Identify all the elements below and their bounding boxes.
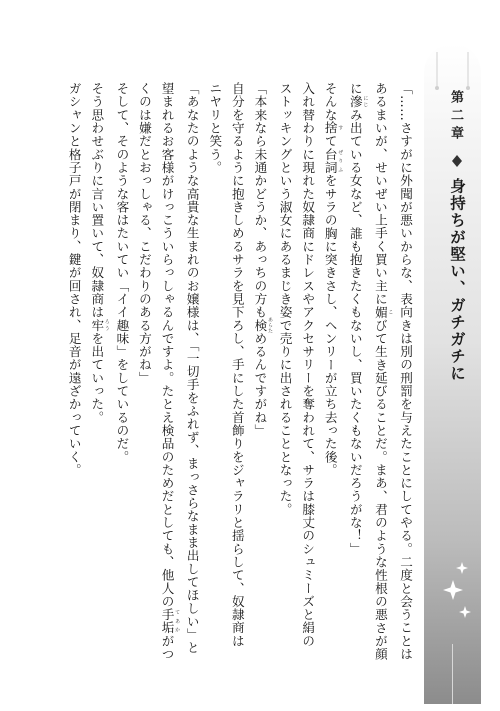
ruby-base: 検 (252, 316, 268, 334)
ruby-base: 捨 (322, 121, 338, 135)
ruby-base: 滲 (347, 95, 363, 109)
text-line (180, 82, 203, 655)
ruby-reading: にじ (362, 95, 369, 109)
ruby-reading: す (337, 121, 344, 135)
text-segment: み出ている女など、誰も抱きたくもないし、買いたくもないだろうがな！」 (347, 108, 363, 556)
text-segment: ガシャンと格子戸が閉まり、鍵が回され、足音が遠ざかっていく。 (66, 82, 82, 477)
ruby-reading: ろう (103, 318, 110, 332)
text-line (318, 82, 343, 642)
body-text (66, 82, 416, 661)
ruby-word (89, 318, 110, 332)
ruby-base: 台詞 (322, 147, 338, 175)
ruby-base: 牢 (89, 318, 105, 332)
text-segment: 「あなたのような高貴な生まれのお嬢様は、「一切手をふれず、まっさらなまま出してほしい」と (184, 82, 200, 655)
text-segment: 望まれるお客様がけっこういらっしゃるんですよ。たとえ検品のためだとしても、他人の (159, 82, 175, 608)
text-line (132, 82, 155, 642)
ruby-word (347, 95, 369, 109)
text-segment: 自分を守るように抱きしめるサラを見下ろし、手にした首飾りをジャラリと揺らして、奴隷商は (229, 82, 245, 648)
text-segment: をサラの胸に突きさし、ヘンリーが立ち去った後。 (322, 174, 338, 477)
ruby-word (252, 316, 273, 334)
text-line (393, 82, 416, 661)
text-line (203, 82, 226, 642)
text-segment: がつ (159, 634, 175, 661)
text-segment: そして、そのような客はたいてい「イイ趣味」をしているのだ。 (114, 82, 130, 464)
text-line (248, 82, 273, 642)
text-segment: に (347, 82, 363, 96)
text-segment: を出ていった。 (89, 331, 105, 424)
ruby-reading: てあか (174, 608, 181, 635)
ruby-base: 媚 (372, 305, 388, 319)
text-segment: びて生き延びることだ。まあ、君のような性根の悪さが顔 (372, 318, 388, 661)
text-segment: そんな (322, 82, 338, 122)
diamond-icon (452, 155, 462, 167)
ruby-base: 手垢 (159, 608, 175, 635)
ruby-word (372, 305, 394, 319)
text-segment: 入れ替わりに現れた奴隷商にドレスやアクセサリーを奪われて、サラは膝丈のシュミーズと絹の (300, 82, 316, 648)
text-segment: そう思わせぶりに言い置いて、奴隷商は (89, 82, 105, 319)
ruby-word (159, 608, 181, 635)
ruby-word (322, 121, 344, 135)
text-segment: 「……さすがに外聞が悪いからな、表向きは別の刑罰を与えたことにしてやる。二度と会うことは (398, 82, 413, 661)
text-line (368, 82, 394, 661)
text-line (62, 82, 85, 642)
text-line (85, 82, 110, 642)
text-segment: 「本来なら未通かどうか、あっちの方も (252, 82, 268, 319)
text-segment: ストッキングという淑女にあるまじき姿で売りに出されることとなった。 (277, 82, 293, 516)
text-line (296, 82, 319, 648)
text-segment: て (322, 134, 338, 148)
chapter-title: 身持ちが堅い、ガチガチに (448, 178, 466, 382)
ruby-reading: あらた (266, 316, 273, 334)
ruby-word (322, 147, 344, 175)
ruby-reading: こ (387, 305, 394, 319)
text-segment: めるんですがね」 (252, 331, 268, 438)
text-segment: あるまいが、せいぜい上手く買い主に (372, 82, 388, 306)
sparkle-icon (440, 562, 474, 622)
text-segment: ニヤリと笑う。 (207, 82, 223, 175)
text-line (110, 82, 133, 642)
text-line (343, 82, 368, 642)
text-line (225, 82, 248, 648)
text-line (155, 82, 181, 661)
band-line (452, 644, 453, 704)
chapter-label: 第二章 (448, 90, 463, 144)
text-line (273, 82, 296, 642)
text-segment: くのは嫌だとおっしゃる、こだわりのある方がね」 (136, 82, 152, 385)
ruby-reading: ぜりふ (337, 147, 344, 175)
